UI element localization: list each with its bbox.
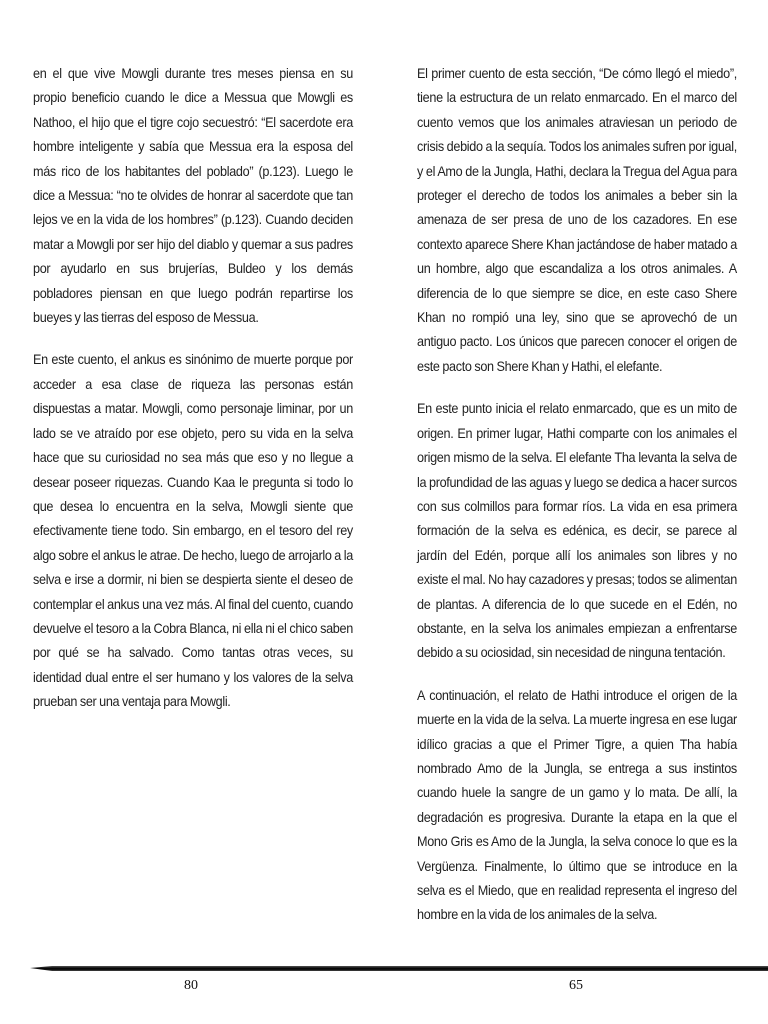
left-page-text	[33, 62, 353, 715]
right-paragraph-1: El primer cuento de esta sección, “De cómo llegó el miedo”, tiene la estructura de un relato enmarcado. En el marco del cuento vemos que los animales atraviesan un periodo de crisis debido a la sequía. Todos los animales sufren por igual, y el Amo de la Jungla, Hathi, declara la Tregua del Agua para proteger el derecho de todos los animales a beber sin la amenaza de ser presa de uno de los cazadores. En ese contexto aparece Shere Khan jactándose de haber matado a un hombre, algo que escandaliza a los otros animales. A diferencia de lo que siempre se dice, en este caso Shere Khan no rompió una ley, sino que se aprovechó de un antiguo pacto. Los únicos que parecen conocer el origen de este pacto son Shere Khan y Hathi, el elefante.	[417, 66, 737, 374]
right-paragraph-3: A continuación, el relato de Hathi introduce el origen de la muerte en la vida de la selva. La muerte ingresa en ese lugar idílico gracias a que el Primer Tigre, a quien Tha había nombrado Amo de la Jungla, se entrega a sus instintos cuando huele la sangre de un gamo y lo mata. De allí, la degradación es progresiva. Durante la etapa en la que el Mono Gris es Amo de la Jungla, la selva conoce lo que es la Vergüenza. Finalmente, lo último que se introduce en la selva es el Miedo, que en realidad representa el ingreso del hombre en la vida de los animales de la selva.	[417, 687, 737, 923]
left-paragraph-1: en el que vive Mowgli durante tres meses piensa en su propio beneficio cuando le dice a Messua que Mowgli es Nathoo, el hijo que el tigre cojo secuestró: “El sacerdote era hombre inteligente y sabía que Messua era la esposa del más rico de los habitantes del poblado” (p.123). Luego le dice a Messua: “no te olvides de honrar al sacerdote que tan lejos ve en la vida de los hombres” (p.123). Cuando deciden matar a Mowgli por ser hijo del diablo y quemar a sus padres por ayudarlo en sus brujerías, Buldeo y los demás pobladores piensan en que luego podrán repartirse los bueyes y las tierras del esposo de Messua.	[33, 66, 353, 326]
left-page-number: 80	[184, 978, 198, 993]
footer-rule	[30, 966, 768, 971]
right-page-text	[417, 62, 737, 928]
right-paragraph-2: En este punto inicia el relato enmarcado, que es un mito de origen. En primer lugar, Hathi comparte con los animales el origen mismo de la selva. El elefante Tha levanta la selva de la profundidad de las aguas y luego se dedica a hacer surcos con sus colmillos para formar ríos. La vida en esa primera formación de la selva es edénica, es decir, se parece al jardín del Edén, porque allí los animales son libres y no existe el mal. No hay cazadores y presas; todos se alimentan de plantas. A diferencia de lo que sucede en el Edén, no obstante, en la selva los animales empiezan a enfrentarse debido a su ociosidad, sin necesidad de ninguna tentación.	[417, 401, 737, 661]
right-page-number: 65	[569, 978, 583, 993]
left-paragraph-2: En este cuento, el ankus es sinónimo de muerte porque por acceder a esa clase de riqueza las personas están dispuestas a matar. Mowgli, como personaje liminar, por un lado se ve atraído por ese objeto, pero su vida en la selva hace que su curiosidad no sea más que eso y no llegue a desear poseer riquezas. Cuando Kaa le pregunta si todo lo que desea lo encuentra en la selva, Mowgli siente que efectivamente tiene todo. Sin embargo, en el tesoro del rey algo sobre el ankus le atrae. De hecho, luego de arrojarlo a la selva e irse a dormir, ni bien se despierta siente el deseo de contemplar el ankus una vez más. Al final del cuento, cuando devuelve el tesoro a la Cobra Blanca, ni ella ni el chico saben por qué se ha salvado. Como tantas otras veces, su identidad dual entre el ser humano y los valores de la selva prueban ser una ventaja para Mowgli.	[33, 352, 353, 710]
